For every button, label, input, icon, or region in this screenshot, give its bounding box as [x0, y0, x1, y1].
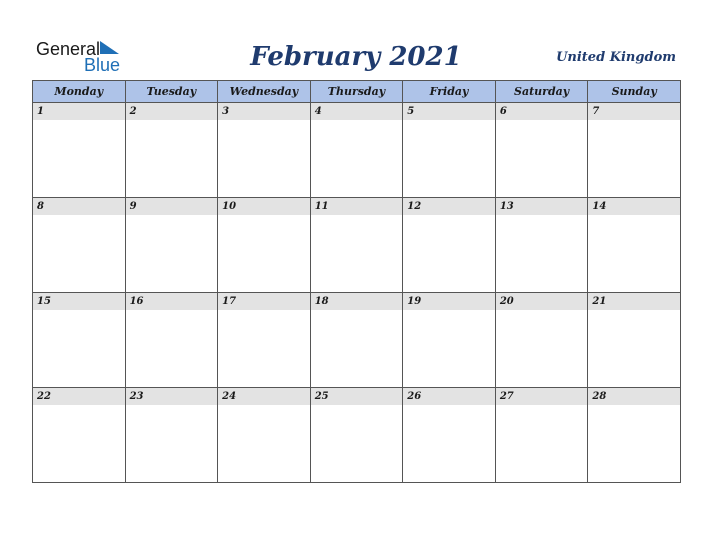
day-cell [588, 388, 681, 483]
day-cell [310, 293, 403, 388]
day-cell [588, 198, 681, 293]
day-number: 1 [33, 103, 125, 120]
country-label: United Kingdom [556, 50, 676, 65]
week-row [33, 103, 681, 198]
day-number: 24 [218, 388, 310, 405]
day-cell [403, 293, 496, 388]
day-number: 12 [403, 198, 495, 215]
page-title: February 2021 [250, 42, 462, 72]
day-cell [125, 293, 218, 388]
day-cell [218, 388, 311, 483]
day-cell [218, 198, 311, 293]
weekday-header-saturday: Saturday [495, 81, 588, 103]
day-number: 28 [588, 388, 680, 405]
day-number: 11 [311, 198, 403, 215]
day-cell [33, 293, 126, 388]
day-number: 6 [496, 103, 588, 120]
week-row [33, 198, 681, 293]
day-number: 9 [126, 198, 218, 215]
day-number: 2 [126, 103, 218, 120]
day-cell [125, 103, 218, 198]
day-number: 19 [403, 293, 495, 310]
day-number: 21 [588, 293, 680, 310]
weekday-header-row [33, 81, 681, 103]
day-number: 8 [33, 198, 125, 215]
day-cell [33, 388, 126, 483]
day-number: 18 [311, 293, 403, 310]
day-cell [495, 388, 588, 483]
day-cell [310, 198, 403, 293]
day-number: 15 [33, 293, 125, 310]
day-number: 20 [496, 293, 588, 310]
day-cell [403, 198, 496, 293]
logo-text-blue: Blue [84, 55, 121, 75]
day-cell [403, 388, 496, 483]
weekday-header-friday: Friday [403, 81, 496, 103]
day-number: 17 [218, 293, 310, 310]
weekday-header-monday: Monday [33, 81, 126, 103]
day-cell [310, 388, 403, 483]
day-cell [125, 198, 218, 293]
day-number: 16 [126, 293, 218, 310]
day-number: 5 [403, 103, 495, 120]
weekday-header-sunday: Sunday [588, 81, 681, 103]
day-cell [588, 293, 681, 388]
day-cell [495, 103, 588, 198]
day-cell [588, 103, 681, 198]
weekday-header-thursday: Thursday [310, 81, 403, 103]
day-cell [33, 198, 126, 293]
day-cell [218, 293, 311, 388]
day-number: 25 [311, 388, 403, 405]
day-cell [125, 388, 218, 483]
day-number: 13 [496, 198, 588, 215]
day-cell [310, 103, 403, 198]
day-number: 27 [496, 388, 588, 405]
day-number: 7 [588, 103, 680, 120]
day-number: 10 [218, 198, 310, 215]
day-number: 4 [311, 103, 403, 120]
day-cell [403, 103, 496, 198]
weekday-header-tuesday: Tuesday [125, 81, 218, 103]
week-row [33, 388, 681, 483]
day-cell [495, 198, 588, 293]
day-cell [33, 103, 126, 198]
day-cell [495, 293, 588, 388]
day-cell [218, 103, 311, 198]
day-number: 26 [403, 388, 495, 405]
week-row [33, 293, 681, 388]
month-calendar [32, 80, 681, 483]
day-number: 14 [588, 198, 680, 215]
day-number: 22 [33, 388, 125, 405]
day-number: 3 [218, 103, 310, 120]
day-number: 23 [126, 388, 218, 405]
weekday-header-wednesday: Wednesday [218, 81, 311, 103]
logo-text-general: General [36, 39, 101, 59]
